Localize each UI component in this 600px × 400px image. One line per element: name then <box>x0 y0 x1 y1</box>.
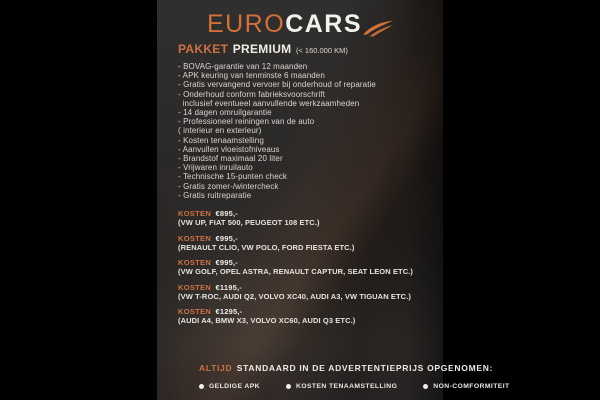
tier-head <box>178 207 437 218</box>
tier-car-models: (VW UP, FIAT 500, PEUGEOT 108 ETC.) <box>178 218 320 228</box>
package-title-accent: PAKKET <box>178 42 229 56</box>
feature-item: - BOVAG-garantie van 12 maanden <box>178 62 308 71</box>
feature-item: - Gratis vervangend vervoer bij onderhoud of reparatie <box>178 80 376 90</box>
tier-label: KOSTEN <box>178 209 212 219</box>
footer-title-main: STANDAARD IN DE ADVERTENTIEPRIJS OPGENOMEN: <box>236 363 494 373</box>
tier-price: €1295,- <box>215 307 243 317</box>
tier-label: KOSTEN <box>178 258 212 268</box>
tier-price: €895,- <box>215 209 238 219</box>
feature-item: - Onderhoud conform fabrieksvoorschrift <box>178 89 326 99</box>
feature-item: - APK keuring van tenminste 6 maanden <box>178 71 325 81</box>
footer-item <box>423 383 509 390</box>
footer-item <box>286 383 397 390</box>
flyer-panel <box>157 0 510 400</box>
flyer-content <box>178 41 510 390</box>
footer-items <box>199 383 510 390</box>
feature-item: - Gratis ruitreparatie <box>178 190 252 200</box>
feature-item: - Professioneel reiningen van de auto <box>178 117 315 127</box>
tier-car-models: (VW GOLF, OPEL ASTRA, RENAULT CAPTUR, SEAT LEON ETC.) <box>178 267 414 277</box>
logo-text-cars: CARS <box>285 9 363 38</box>
feature-item: - Brandstof maximaal 20 liter <box>178 154 283 164</box>
package-title-main: PREMIUM <box>232 42 292 56</box>
tier-car-models: (RENAULT CLIO, VW POLO, FORD FIESTA ETC.) <box>178 242 355 252</box>
road-swoosh-icon <box>363 20 393 38</box>
price-tiers <box>178 207 437 325</box>
feature-item: - Kosten tenaamstelling <box>178 135 264 145</box>
tier-car-models: (AUDI A4, BMW X3, VOLVO XC60, AUDI Q3 ETC.) <box>178 316 356 326</box>
bullet-dot-icon <box>423 384 428 389</box>
footer-item <box>199 383 260 390</box>
price-tier <box>178 305 437 325</box>
package-title-mileage: (< 160.000 KM) <box>295 46 348 55</box>
tier-label: KOSTEN <box>178 282 212 292</box>
tier-price: €995,- <box>215 233 238 243</box>
tier-head <box>178 305 437 316</box>
tier-car-models: (VW T-ROC, AUDI Q2, VOLVO XC40, AUDI A3, VW TIGUAN ETC.) <box>178 291 411 301</box>
feature-item: - 14 dagen omruilgarantie <box>178 108 272 118</box>
footer-item-label: NON-COMFORMITEIT <box>433 383 510 390</box>
price-tier <box>178 207 437 227</box>
features-list <box>178 62 437 200</box>
bullet-dot-icon <box>199 384 204 389</box>
price-tier <box>178 281 437 301</box>
tier-label: KOSTEN <box>178 307 212 317</box>
tier-head <box>178 281 437 292</box>
package-title <box>178 41 437 57</box>
price-tier <box>178 232 437 252</box>
footer <box>199 359 510 390</box>
feature-item: - Gratis zomer-/wintercheck <box>178 181 279 191</box>
tier-head <box>178 256 437 267</box>
feature-item: - Vrijwaren inruilauto <box>178 163 253 173</box>
footer-title <box>199 359 494 375</box>
feature-item: - Aanvullen vloeistofniveaus <box>178 144 280 154</box>
feature-item: inclusief eventueel aanvullende werkzaamheden <box>178 98 360 108</box>
footer-item-label: KOSTEN TENAAMSTELLING <box>295 383 398 390</box>
footer-item-label: GELDIGE APK <box>209 383 260 390</box>
footer-title-accent: ALTIJD <box>199 363 233 373</box>
bullet-dot-icon <box>286 384 291 389</box>
logo <box>157 10 443 38</box>
tier-label: KOSTEN <box>178 233 212 243</box>
tier-head <box>178 232 437 243</box>
tier-price: €1195,- <box>215 282 242 292</box>
feature-item: - Technische 15-punten check <box>178 172 287 182</box>
price-tier <box>178 256 437 276</box>
logo-text-euro: EURO <box>206 9 286 38</box>
tier-price: €995,- <box>215 258 238 268</box>
feature-item: ( interieur en exterieur) <box>178 126 262 136</box>
